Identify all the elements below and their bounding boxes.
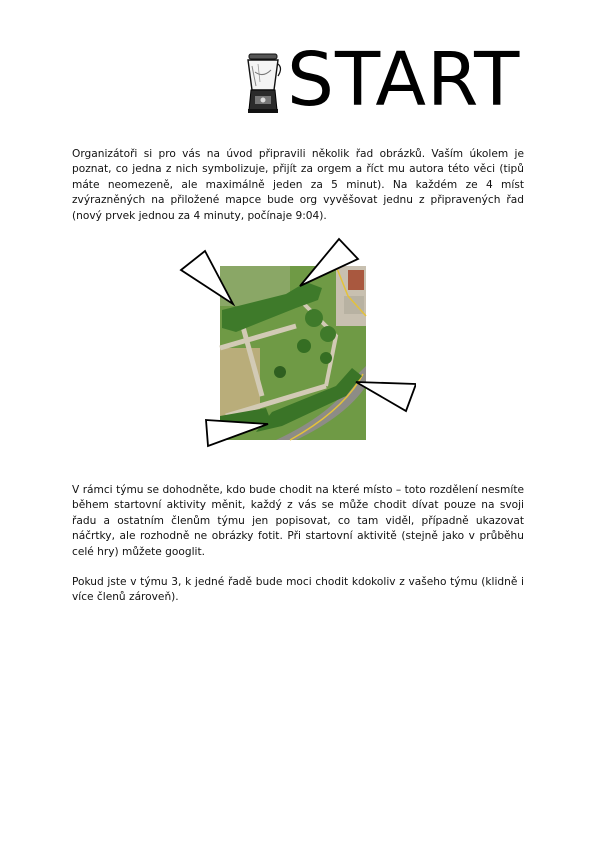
page-header bbox=[243, 37, 523, 123]
blender-icon bbox=[243, 52, 283, 114]
team-3-paragraph: Pokud jste v týmu 3, k jedné řadě bude moci chodit kdokoliv z vašeho týmu (klidně i více členů zároveň). bbox=[72, 576, 524, 604]
map-photo bbox=[220, 266, 366, 440]
intro-paragraph: Organizátoři si pro vás na úvod připravili několik řad obrázků. Vaším úkolem je poznat, co jedna z nich symbolizuje, přijít za orgem a říct mu autora této věci (tipů máte neomezeně, ale maximálně jeden za 5 minut). Na každém ze 4 míst zvýrazněných na přiložené mapce bude org vyvěšovat jednu z připravených řad (nový prvek jednou za 4 minuty, počínaje 9:04). bbox=[72, 148, 524, 222]
page-title: START bbox=[287, 37, 521, 123]
satellite-map-image bbox=[176, 236, 416, 448]
team-rules-paragraph: V rámci týmu se dohodněte, kdo bude chodit na které místo – toto rozdělení nesmíte během startovní aktivity měnit, každý z vás se může chodit dívat pouze na svoji řadu a ostatním členům týmu jen popisovat, co tam viděl, případně ukazovat náčrtky, ale rozhodně ne obrázky fotit. Při startovní aktivitě (stejně jako v průběhu celé hry) můžete googlit. bbox=[72, 484, 524, 558]
